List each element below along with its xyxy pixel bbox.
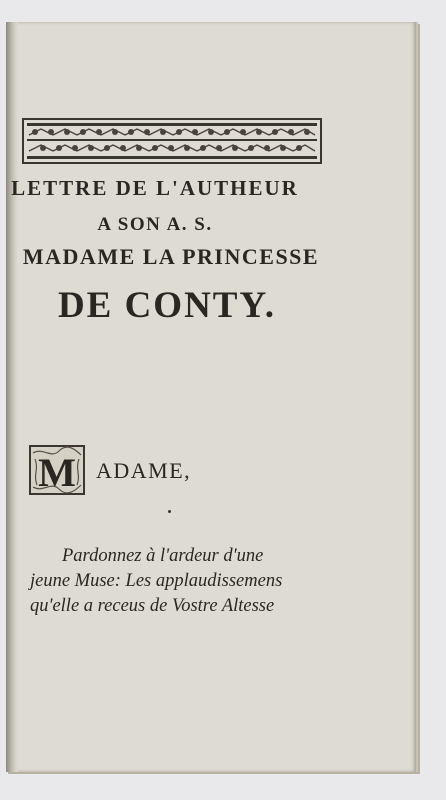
title-line-1: LETTRE DE L'AUTHEUR <box>11 176 299 200</box>
letter-body <box>30 544 350 619</box>
title-line-2: A SON A. S. <box>97 214 213 235</box>
title-line-3: MADAME LA PRINCESSE <box>22 244 320 269</box>
salutation: ADAME, <box>96 458 192 483</box>
title-line-4: DE CONTY. <box>57 285 277 326</box>
book-page <box>6 22 418 772</box>
body-line: qu'elle a receus de Vostre Altesse <box>30 596 275 616</box>
decorated-initial <box>29 445 85 495</box>
drop-cap-letter: M <box>38 450 76 495</box>
ornament-dot <box>168 510 171 513</box>
book-spine <box>6 22 18 772</box>
body-line: Pardonnez à l'ardeur d'une <box>62 546 264 566</box>
ornamental-headband <box>21 117 323 165</box>
body-line: jeune Muse: Les applaudissemens <box>30 571 283 591</box>
